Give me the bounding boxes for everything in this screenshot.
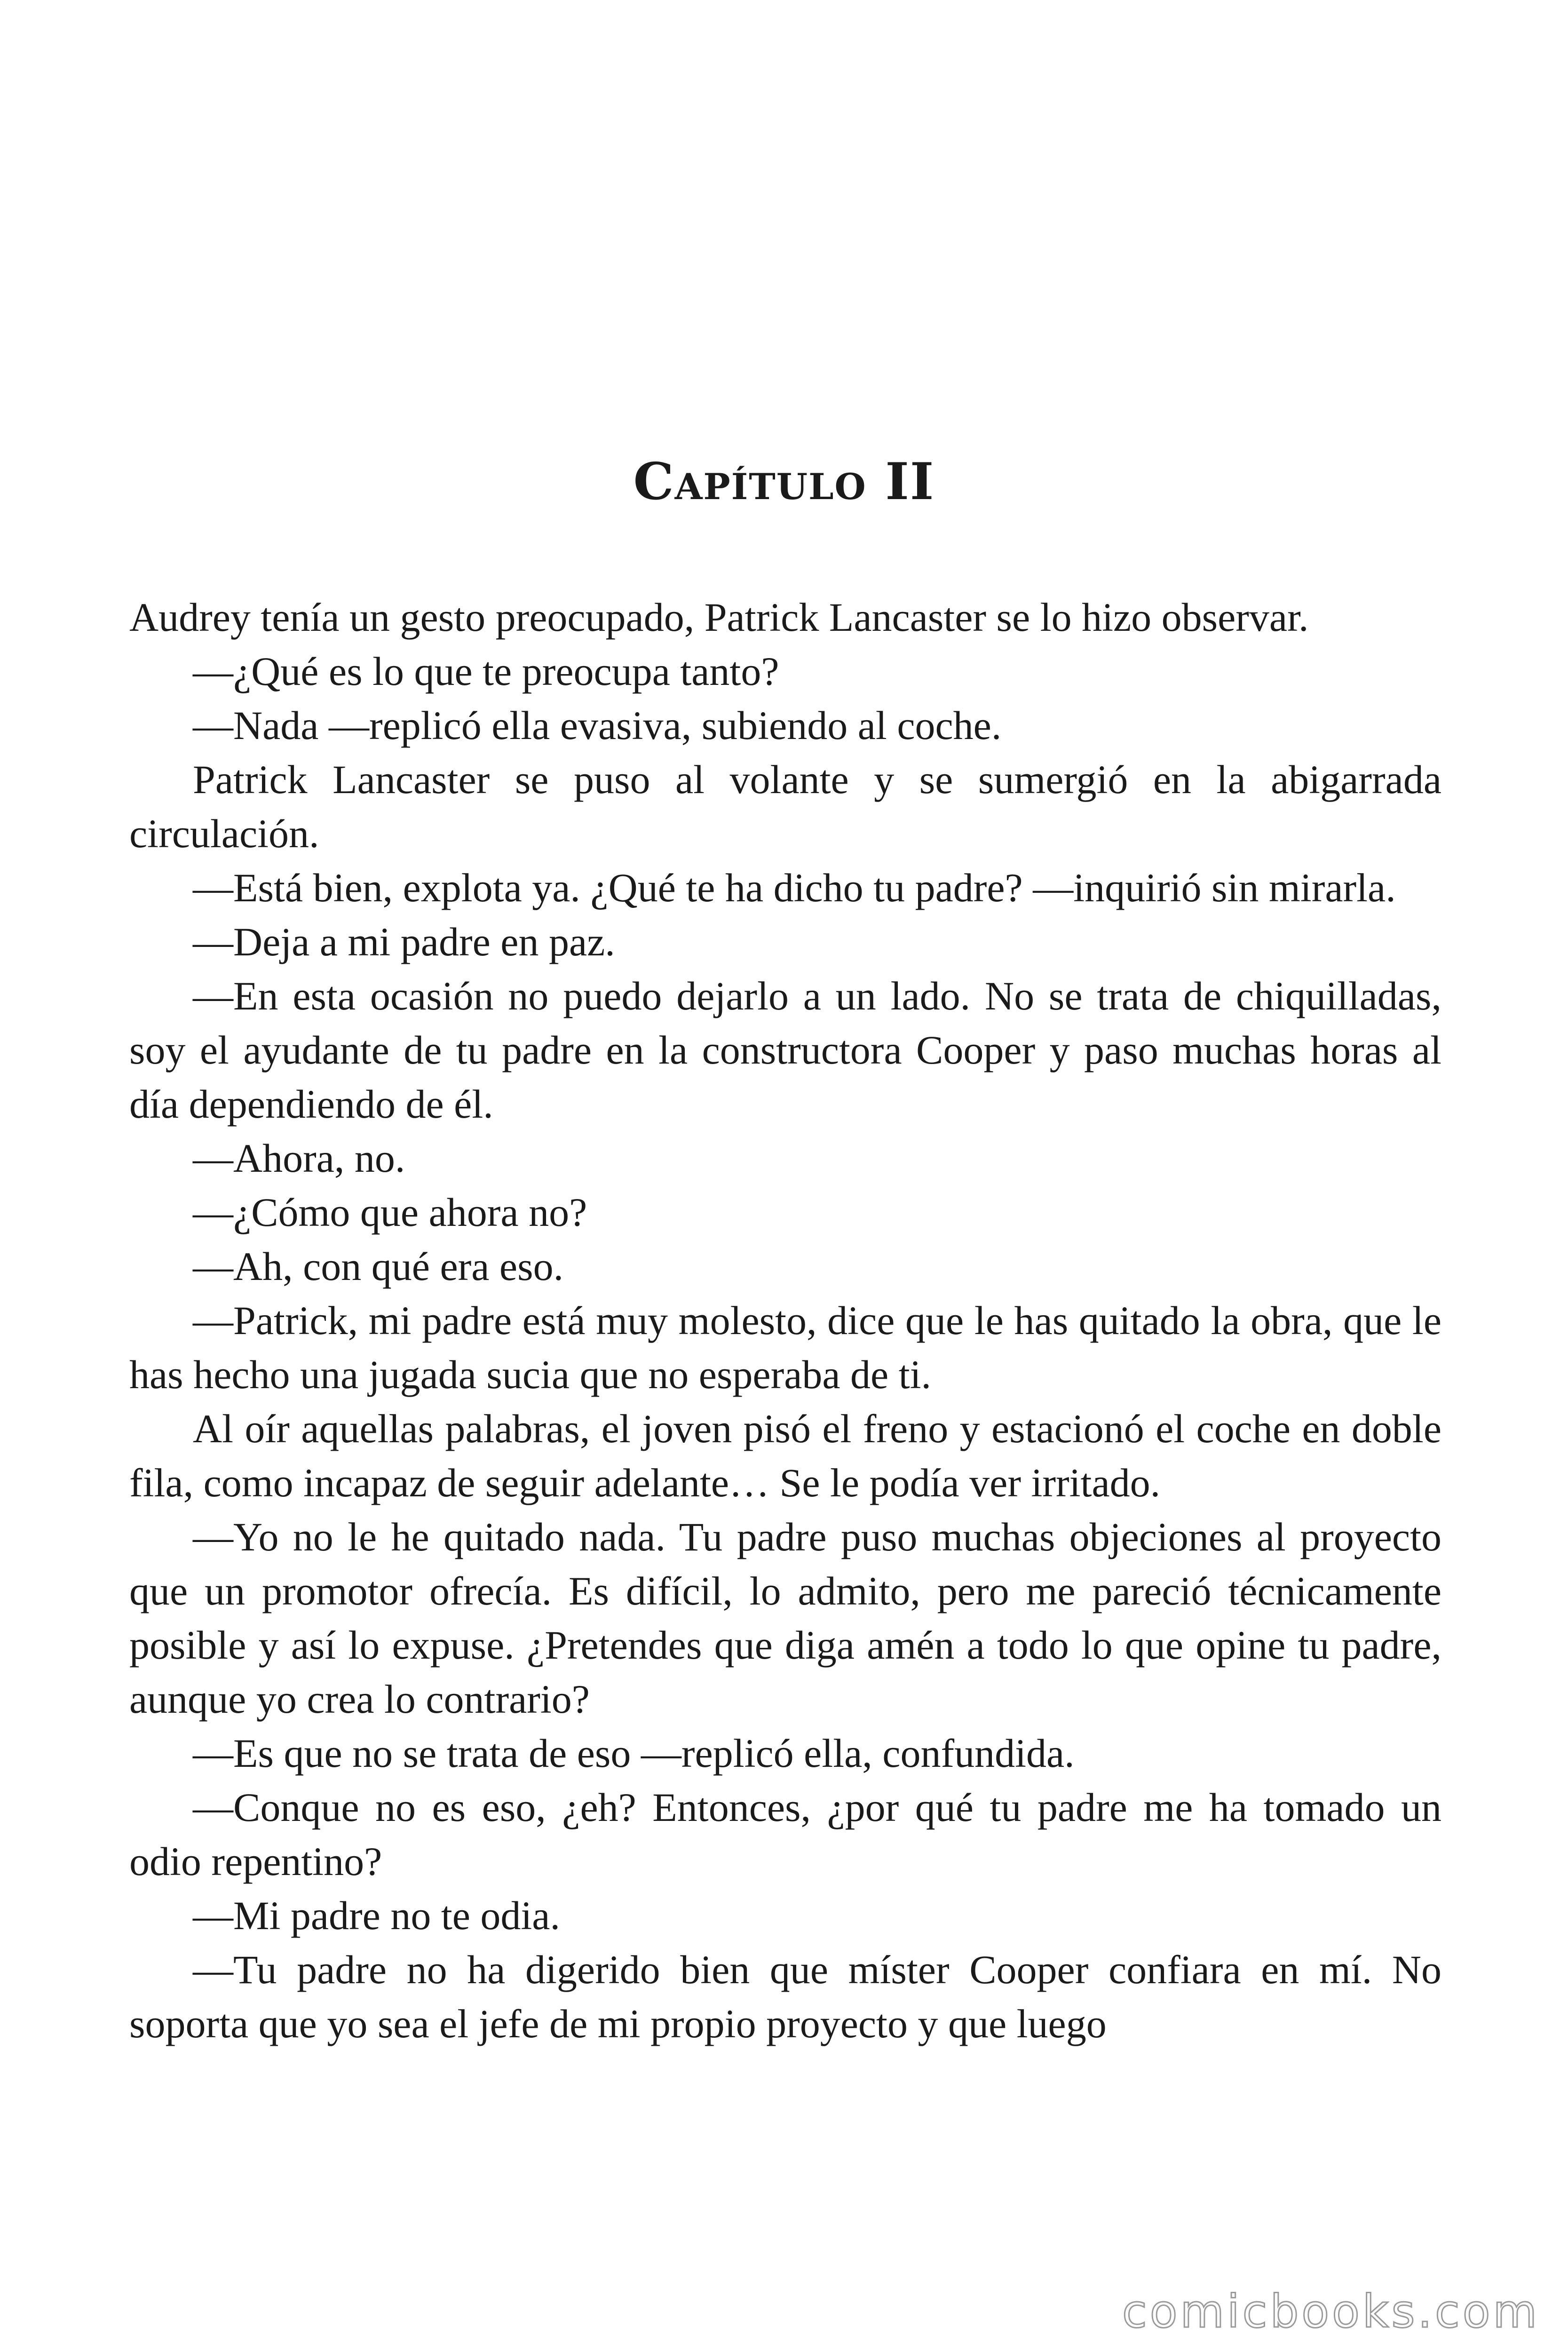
paragraph: —Mi padre no te odia.	[193, 1893, 560, 1938]
paragraph: —Está bien, explota ya. ¿Qué te ha dicho tu padre? —inquirió sin mirarla.	[193, 865, 1396, 910]
paragraph: Patrick Lancaster se puso al volante y se sumergió en la abigarrada circulación.	[129, 757, 1441, 856]
paragraph: —¿Cómo que ahora no?	[193, 1190, 587, 1235]
paragraph: —Tu padre no ha digerido bien que míster Cooper confiara en mí. No soporta que yo sea el jefe de mi propio proyecto y que luego	[129, 1947, 1441, 2046]
site-watermark: comicbooks.com	[1122, 2285, 1540, 2338]
chapter-body	[129, 590, 1441, 2051]
paragraph: —Nada —replicó ella evasiva, subiendo al coche.	[193, 703, 1002, 748]
paragraph: —Ahora, no.	[193, 1136, 405, 1181]
paragraph: —Ah, con qué era eso.	[193, 1244, 564, 1289]
paragraph: —¿Qué es lo que te preocupa tanto?	[193, 649, 779, 694]
paragraph: Al oír aquellas palabras, el joven pisó el freno y estacionó el coche en doble fila, como incapaz de seguir adelante… Se le podía ver irritado.	[129, 1406, 1441, 1505]
paragraph: —Yo no le he quitado nada. Tu padre puso muchas objeciones al proyecto que un promotor ofrecía. Es difícil, lo admito, pero me pareció técnicamente posible y así lo expuse. ¿Pretendes que diga amén a todo lo que opine tu padre, aunque yo crea lo contrario?	[129, 1514, 1441, 1722]
paragraph: Audrey tenía un gesto preocupado, Patrick Lancaster se lo hizo observar.	[129, 595, 1309, 640]
chapter-title: Capítulo II	[633, 452, 935, 511]
paragraph: —Conque no es eso, ¿eh? Entonces, ¿por qué tu padre me ha tomado un odio repentino?	[129, 1785, 1441, 1884]
paragraph: —Es que no se trata de eso —replicó ella, confundida.	[193, 1731, 1075, 1776]
paragraph: —En esta ocasión no puedo dejarlo a un lado. No se trata de chiquilladas, soy el ayudante de tu padre en la constructora Cooper y paso muchas horas al día dependiendo de él.	[129, 973, 1441, 1127]
paragraph: —Deja a mi padre en paz.	[193, 919, 615, 964]
paragraph: —Patrick, mi padre está muy molesto, dice que le has quitado la obra, que le has hecho una jugada sucia que no esperaba de ti.	[129, 1298, 1441, 1397]
